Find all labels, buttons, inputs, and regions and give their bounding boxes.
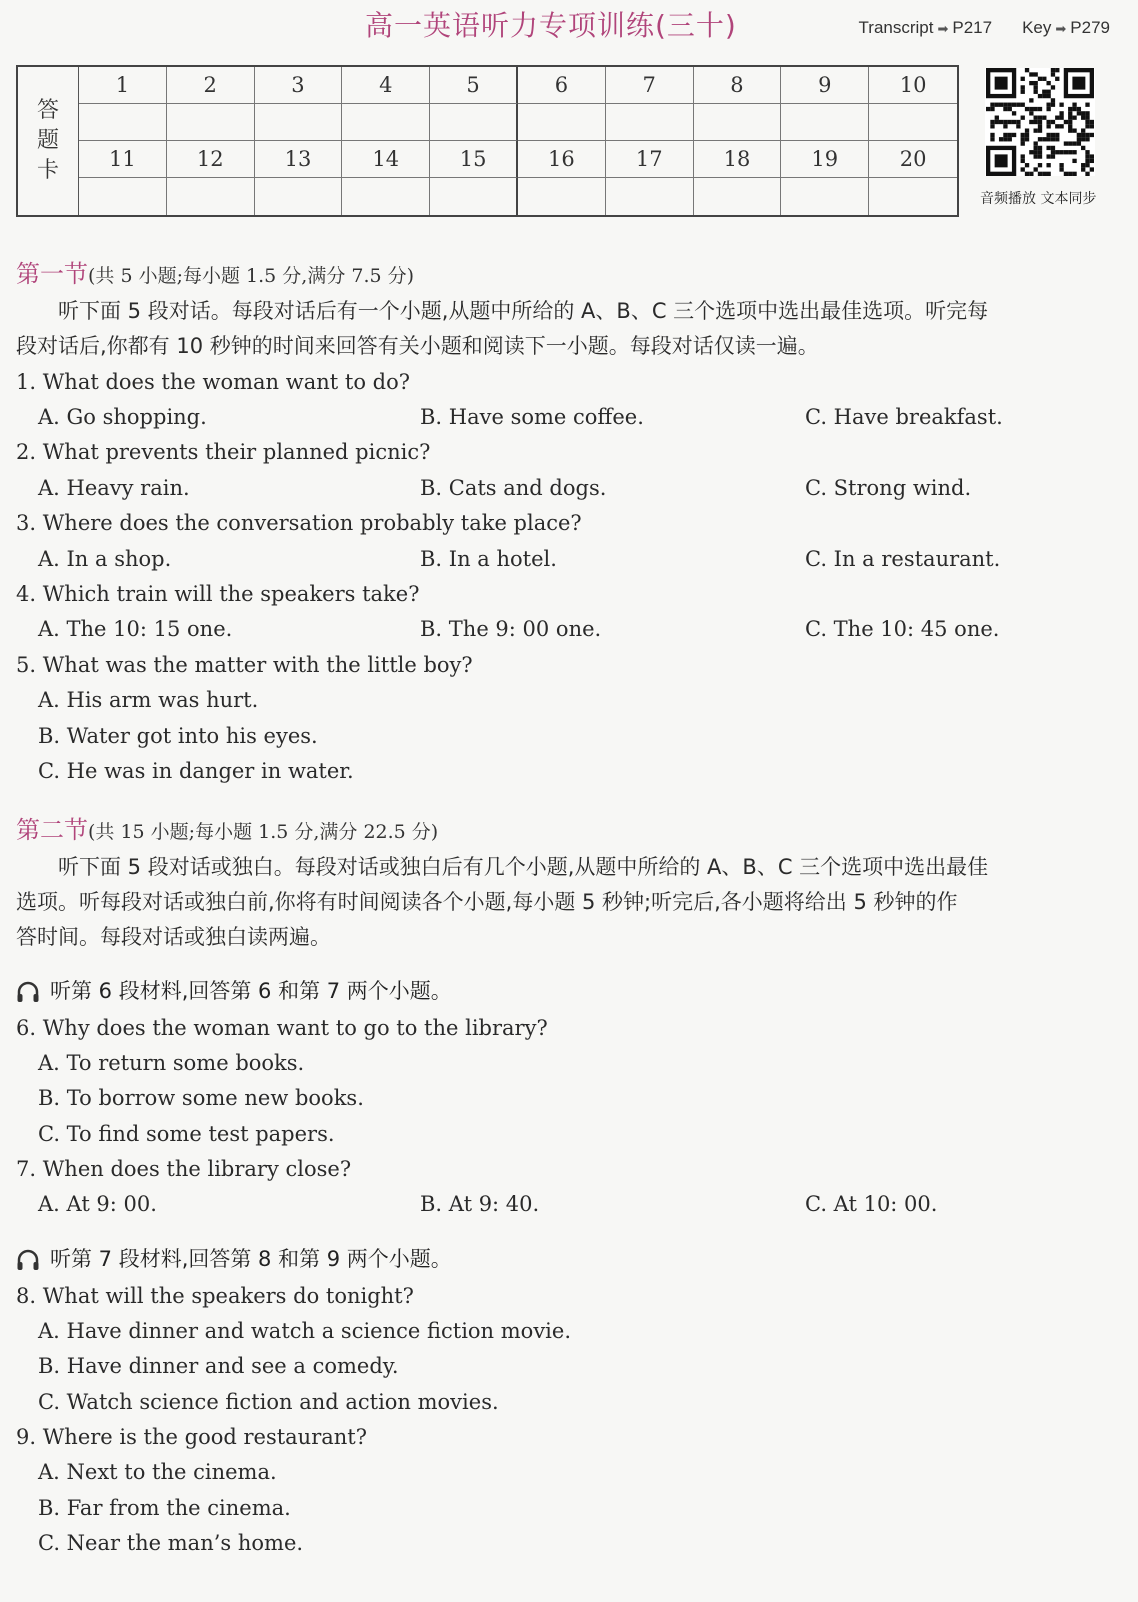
answer-box[interactable] (430, 178, 518, 215)
option-6b: B. To borrow some new books. (38, 1086, 364, 1110)
option-3b: B. In a hotel. (420, 547, 557, 571)
answer-box[interactable] (430, 104, 518, 141)
answer-number: 6 (518, 67, 606, 104)
answer-number: 11 (79, 141, 167, 178)
answer-number: 9 (781, 67, 869, 104)
option-7a: A. At 9: 00. (38, 1192, 157, 1216)
section1-instructions: 听下面 5 段对话。每段对话后有一个小题,从题中所给的 A、B、C 三个选项中选出最佳选项。听完每 (58, 299, 989, 323)
page-title: 高一英语听力专项训练(三十) (365, 9, 737, 42)
answer-number: 20 (869, 141, 957, 178)
section2-instructions-end: 答时间。每段对话或独白读两遍。 (16, 925, 331, 949)
answer-number: 5 (430, 67, 518, 104)
option-5a: A. His arm was hurt. (38, 688, 259, 712)
option-2c: C. Strong wind. (805, 476, 972, 500)
answer-card (16, 65, 959, 217)
question-1: 1. What does the woman want to do? (16, 370, 410, 394)
material-6-heading: 听第 6 段材料,回答第 6 和第 7 两个小题。 (16, 975, 452, 1005)
answer-box[interactable] (781, 178, 869, 215)
answer-box[interactable] (79, 104, 167, 141)
transcript-label: Transcript (858, 18, 934, 37)
option-1c: C. Have breakfast. (805, 405, 1003, 429)
answer-number: 1 (79, 67, 167, 104)
answer-box[interactable] (606, 178, 694, 215)
option-2b: B. Cats and dogs. (420, 476, 607, 500)
option-4c: C. The 10: 45 one. (805, 617, 1000, 641)
answer-box[interactable] (869, 104, 957, 141)
headphone-icon (16, 1249, 40, 1271)
answer-number: 15 (430, 141, 518, 178)
option-4b: B. The 9: 00 one. (420, 617, 602, 641)
answer-box[interactable] (869, 178, 957, 215)
question-2: 2. What prevents their planned picnic? (16, 440, 431, 464)
answer-number: 13 (255, 141, 343, 178)
answer-box[interactable] (606, 104, 694, 141)
question-6: 6. Why does the woman want to go to the library? (16, 1016, 548, 1040)
question-4: 4. Which train will the speakers take? (16, 582, 420, 606)
option-6a: A. To return some books. (38, 1051, 305, 1075)
section1-instructions-cont: 段对话后,你都有 10 秒钟的时间来回答有关小题和阅读下一小题。每段对话仅读一遍。 (16, 334, 819, 358)
key-page: P279 (1070, 18, 1110, 37)
arrow-right-icon: ➡ (937, 21, 949, 36)
answer-box[interactable] (167, 104, 255, 141)
answer-box[interactable] (167, 178, 255, 215)
option-9b: B. Far from the cinema. (38, 1496, 291, 1520)
material-7-heading: 听第 7 段材料,回答第 8 和第 9 两个小题。 (16, 1243, 452, 1273)
key-label: Key (1022, 18, 1052, 37)
page-references (859, 18, 1110, 38)
section2-instructions: 听下面 5 段对话或独白。每段对话或独白后有几个小题,从题中所给的 A、B、C 三个选项中选出最佳 (58, 855, 989, 879)
answer-number: 10 (869, 67, 957, 104)
option-8c: C. Watch science fiction and action movies. (38, 1390, 499, 1414)
option-4a: A. The 10: 15 one. (38, 617, 233, 641)
answer-number: 16 (518, 141, 606, 178)
answer-box[interactable] (255, 178, 343, 215)
option-5c: C. He was in danger in water. (38, 759, 354, 783)
answer-number: 18 (694, 141, 782, 178)
answer-box[interactable] (342, 178, 430, 215)
option-8b: B. Have dinner and see a comedy. (38, 1354, 399, 1378)
answer-box[interactable] (781, 104, 869, 141)
question-5: 5. What was the matter with the little boy? (16, 653, 473, 677)
question-9: 9. Where is the good restaurant? (16, 1425, 367, 1449)
answer-box[interactable] (342, 104, 430, 141)
question-3: 3. Where does the conversation probably take place? (16, 511, 582, 535)
answer-card-label: 答 题 卡 (18, 67, 79, 215)
option-8a: A. Have dinner and watch a science fiction movie. (38, 1319, 571, 1343)
option-2a: A. Heavy rain. (38, 476, 190, 500)
section2-instructions-cont: 选项。听每段对话或独白前,你将有时间阅读各个小题,每小题 5 秒钟;听完后,各小题将给出 5 秒钟的作 (16, 890, 958, 914)
answer-number: 8 (694, 67, 782, 104)
option-1a: A. Go shopping. (38, 405, 207, 429)
qr-caption: 音频播放 文本同步 (980, 191, 1097, 207)
section1-heading: 第一节(共 5 小题;每小题 1.5 分,满分 7.5 分) (16, 260, 415, 288)
answer-box[interactable] (694, 104, 782, 141)
answer-number: 17 (606, 141, 694, 178)
arrow-right-icon: ➡ (1055, 21, 1067, 36)
option-9a: A. Next to the cinema. (38, 1460, 277, 1484)
transcript-page: P217 (952, 18, 993, 37)
answer-number: 2 (167, 67, 255, 104)
option-6c: C. To find some test papers. (38, 1122, 335, 1146)
option-7b: B. At 9: 40. (420, 1192, 540, 1216)
section2-heading: 第二节(共 15 小题;每小题 1.5 分,满分 22.5 分) (16, 816, 439, 844)
headphone-icon (16, 981, 40, 1003)
answer-number: 12 (167, 141, 255, 178)
question-7: 7. When does the library close? (16, 1157, 352, 1181)
qr-code-icon[interactable] (985, 68, 1095, 176)
answer-number: 3 (255, 67, 343, 104)
answer-box[interactable] (518, 178, 606, 215)
option-5b: B. Water got into his eyes. (38, 724, 318, 748)
answer-box[interactable] (518, 104, 606, 141)
answer-number: 14 (342, 141, 430, 178)
option-3a: A. In a shop. (38, 547, 172, 571)
option-1b: B. Have some coffee. (420, 405, 644, 429)
option-9c: C. Near the man’s home. (38, 1531, 304, 1555)
answer-box[interactable] (255, 104, 343, 141)
answer-number: 19 (781, 141, 869, 178)
answer-number: 7 (606, 67, 694, 104)
answer-box[interactable] (694, 178, 782, 215)
option-7c: C. At 10: 00. (805, 1192, 938, 1216)
option-3c: C. In a restaurant. (805, 547, 1001, 571)
answer-number: 4 (342, 67, 430, 104)
question-8: 8. What will the speakers do tonight? (16, 1284, 414, 1308)
answer-grid (79, 67, 957, 215)
answer-box[interactable] (79, 178, 167, 215)
